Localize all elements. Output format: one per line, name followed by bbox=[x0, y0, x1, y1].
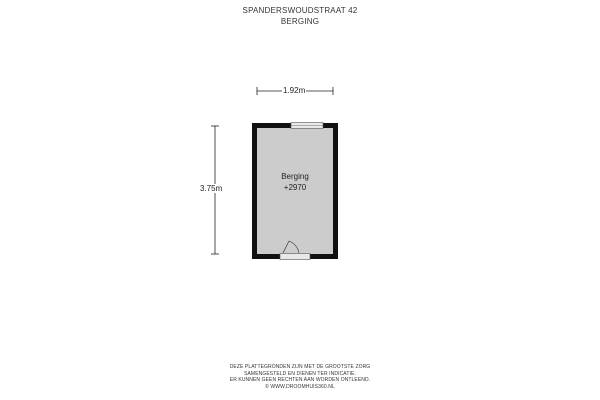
height-label: 3.75m bbox=[200, 184, 223, 193]
room-code-label: +2970 bbox=[283, 183, 307, 192]
disclaimer-line-4: © WWW.DROOMHUIS360.NL bbox=[265, 383, 335, 390]
room-name-label: Berging bbox=[281, 172, 309, 181]
width-label: 1.92m bbox=[283, 86, 306, 95]
address-title: SPANDERSWOUDSTRAAT 42 bbox=[242, 6, 358, 15]
disclaimer-line-1: DEZE PLATTEGRONDEN ZIJN MET DE GROOTSTE ZORG bbox=[229, 364, 371, 370]
disclaimer-line-3: ER KUNNEN GEEN RECHTEN AAN WORDEN ONTLEEND. bbox=[229, 377, 371, 383]
door-opening bbox=[280, 254, 310, 260]
floor-title: BERGING bbox=[280, 17, 320, 26]
disclaimer-line-2: SAMENGESTELD EN DIENEN TER INDICATIE. bbox=[244, 370, 356, 377]
